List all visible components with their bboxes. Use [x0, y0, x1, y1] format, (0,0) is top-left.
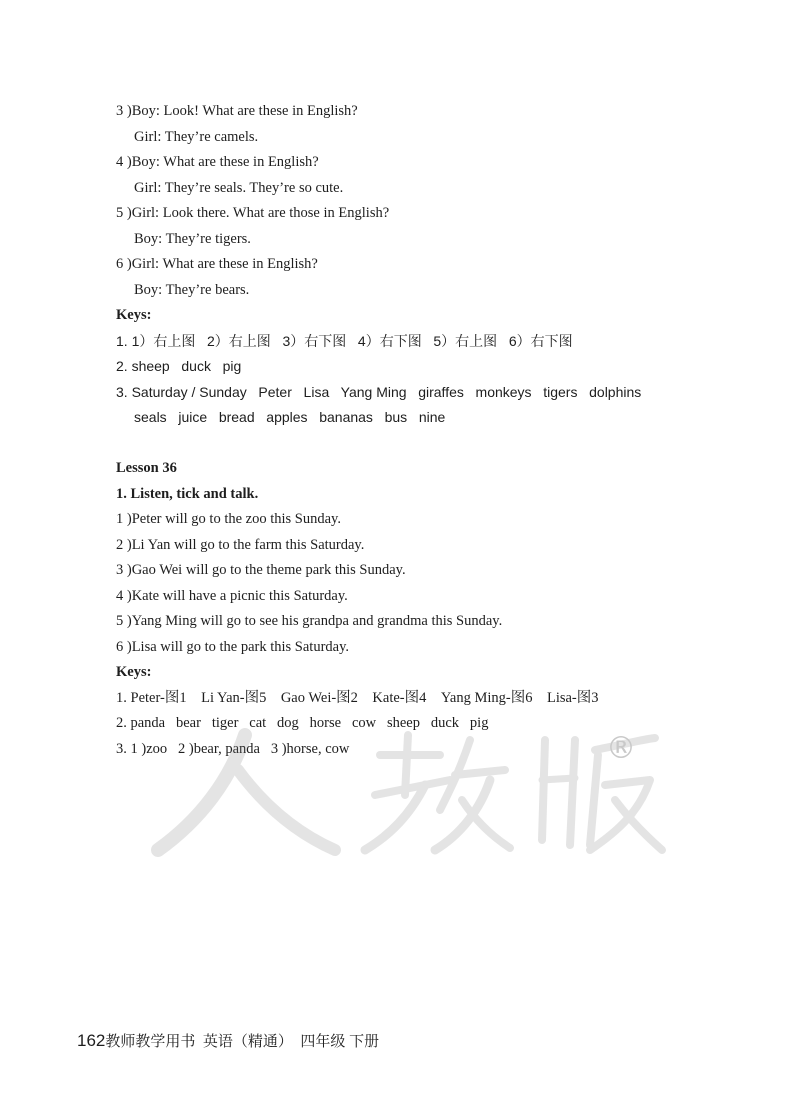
- lesson-item: 6 )Lisa will go to the park this Saturday.: [116, 639, 350, 655]
- dialogue-line: Boy: They’re tigers.: [134, 231, 251, 247]
- lesson-item: 5 )Yang Ming will go to see his grandpa and grandma this Sunday.: [116, 613, 503, 629]
- lesson-item: 3 )Gao Wei will go to the theme park this Sunday.: [116, 562, 406, 578]
- keys-heading: Keys:: [116, 307, 152, 323]
- key-line: 2. sheep duck pig: [116, 358, 242, 374]
- key-line: 2. panda bear tiger cat dog horse cow sheep duck pig: [116, 715, 489, 731]
- publisher-watermark-logo: [150, 700, 670, 870]
- dialogue-line: 5 )Girl: Look there. What are those in English?: [116, 205, 390, 221]
- section-heading: 1. Listen, tick and talk.: [116, 486, 259, 502]
- key-line: 3. Saturday / Sunday Peter Lisa Yang Ming giraffes monkeys tigers dolphins: [116, 384, 642, 400]
- dialogue-line: Girl: They’re camels.: [134, 129, 259, 145]
- key-line: 1. Peter-图1 Li Yan-图5 Gao Wei-图2 Kate-图4 Yang Ming-图6 Lisa-图3: [116, 690, 599, 706]
- lesson-item: 4 )Kate will have a picnic this Saturday.: [116, 588, 348, 604]
- key-line: 3. 1 )zoo 2 )bear, panda 3 )horse, cow: [116, 741, 350, 757]
- dialogue-line: Girl: They’re seals. They’re so cute.: [134, 180, 344, 196]
- key-line: 1. 1）右上图 2）右上图 3）右下图 4）右下图 5）右上图 6）右下图: [116, 333, 573, 349]
- keys-heading: Keys:: [116, 664, 152, 680]
- dialogue-line: 6 )Girl: What are these in English?: [116, 256, 318, 272]
- dialogue-line: 3 )Boy: Look! What are these in English?: [116, 103, 358, 119]
- key-line: seals juice bread apples bananas bus nine: [134, 409, 446, 425]
- lesson-item: 1 )Peter will go to the zoo this Sunday.: [116, 511, 341, 527]
- page-number: 162: [77, 1031, 106, 1050]
- dialogue-line: Boy: They’re bears.: [134, 282, 250, 298]
- dialogue-line: 4 )Boy: What are these in English?: [116, 154, 319, 170]
- page-footer: [62, 1011, 379, 1072]
- lesson-title: Lesson 36: [116, 460, 177, 476]
- book-title: 教师教学用书 英语（精通） 四年级 下册: [105, 1034, 380, 1050]
- registered-mark: ®: [606, 731, 636, 766]
- lesson-item: 2 )Li Yan will go to the farm this Saturday.: [116, 537, 365, 553]
